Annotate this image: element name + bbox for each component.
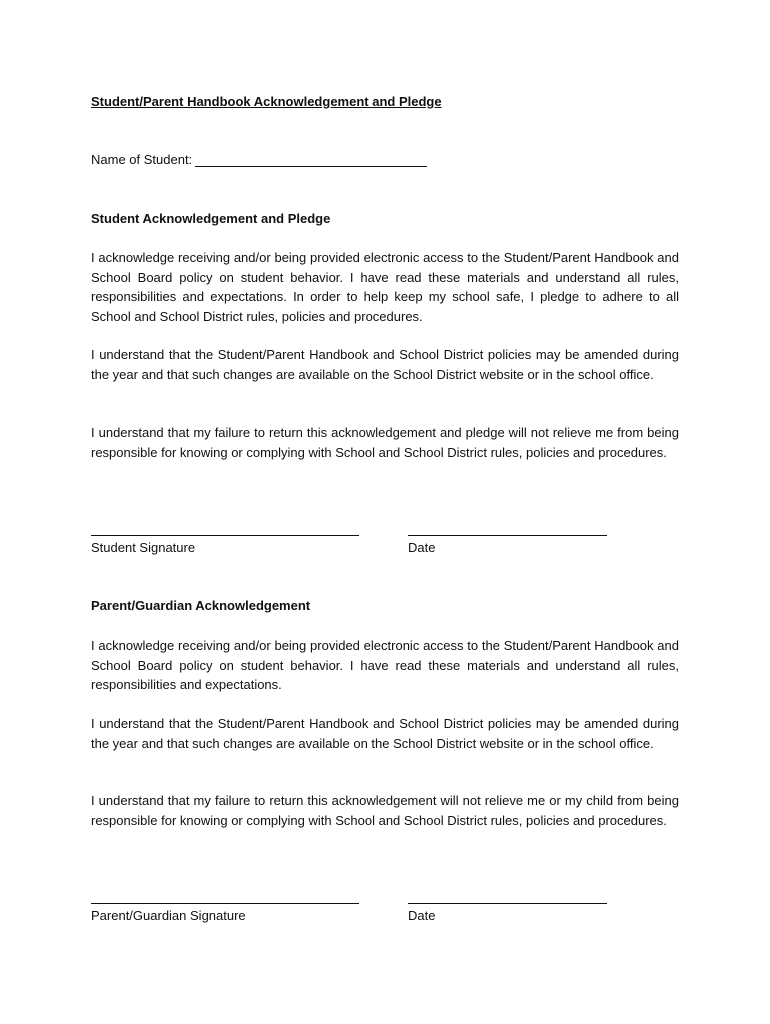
student-name-row	[91, 152, 427, 167]
parent-date-label: Date	[408, 908, 436, 923]
parent-paragraph-3: I understand that my failure to return this acknowledgement will not relieve me or my child from being responsible for knowing or complying with School and School District rules, policies and procedures.	[91, 793, 679, 828]
student-signature-line[interactable]	[91, 535, 359, 536]
parent-date-line[interactable]	[408, 903, 607, 904]
student-paragraph-3: I understand that my failure to return this acknowledgement and pledge will not relieve me from being responsible for knowing or complying with School and School District rules, policies and procedures.	[91, 425, 679, 460]
parent-signature-label: Parent/Guardian Signature	[91, 908, 246, 923]
student-paragraph-1: I acknowledge receiving and/or being provided electronic access to the Student/Parent Handbook and School Board policy on student behavior. I have read these materials and understand all rules, responsibilities and expectations. In order to help keep my school safe, I pledge to adhere to all School and School District rules, policies and procedures.	[91, 250, 679, 324]
student-date-line[interactable]	[408, 535, 607, 536]
document-title: Student/Parent Handbook Acknowledgement and Pledge	[91, 94, 442, 109]
student-name-field[interactable]	[195, 152, 427, 167]
parent-signature-line[interactable]	[91, 903, 359, 904]
student-signature-label: Student Signature	[91, 540, 196, 555]
parent-section-heading: Parent/Guardian Acknowledgement	[91, 598, 311, 613]
student-paragraph-2: I understand that the Student/Parent Handbook and School District policies may be amended during the year and that such changes are available on the School District website or in the school office.	[91, 347, 679, 382]
student-date-label: Date	[408, 540, 436, 555]
student-section-heading: Student Acknowledgement and Pledge	[91, 211, 331, 226]
parent-paragraph-1: I acknowledge receiving and/or being provided electronic access to the Student/Parent Handbook and School Board policy on student behavior. I have read these materials and understand all rules, responsibilities and expectations.	[91, 638, 679, 692]
student-name-label: Name of Student:	[91, 152, 193, 167]
parent-paragraph-2: I understand that the Student/Parent Handbook and School District policies may be amended during the year and that such changes are available on the School District website or in the school office.	[91, 716, 679, 751]
